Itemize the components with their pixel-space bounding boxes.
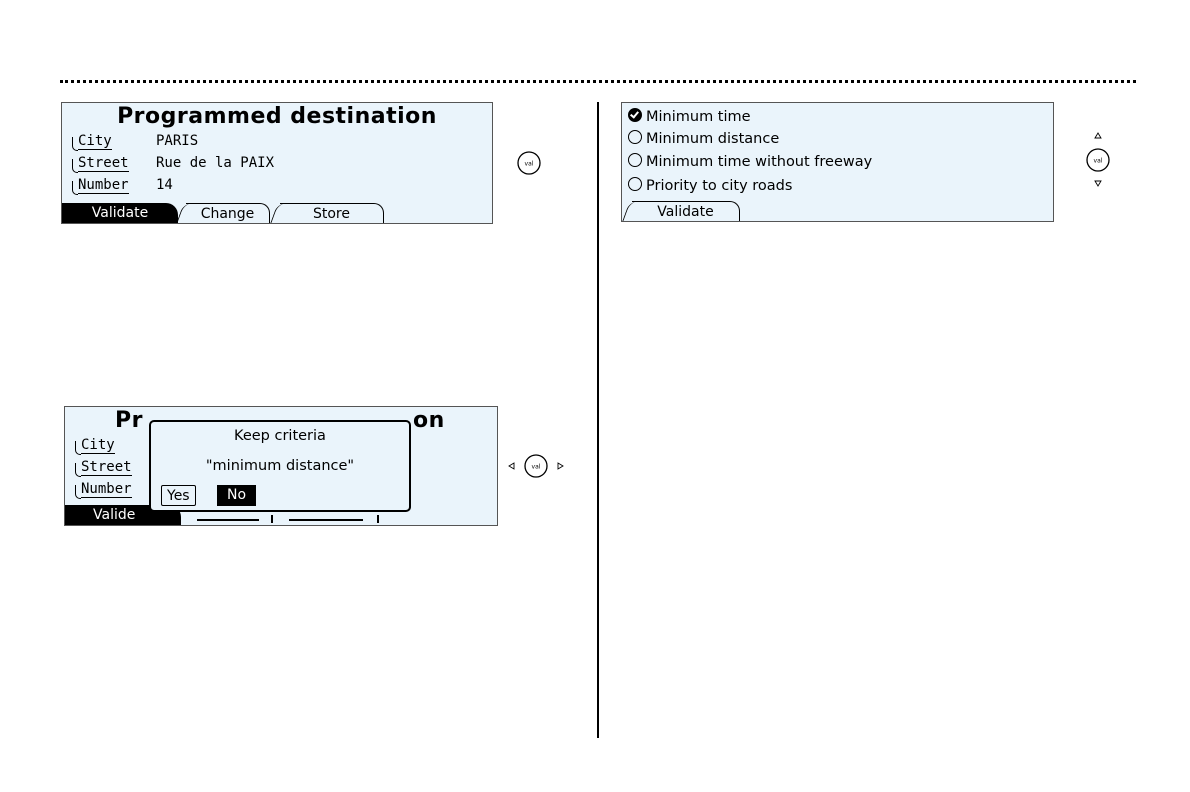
tab-validate[interactable]: Validate — [62, 203, 178, 223]
field-street — [79, 458, 159, 476]
screen-title: Programmed destination — [117, 104, 437, 129]
dotted-section-rule — [60, 80, 1136, 83]
option-minimum-distance[interactable] — [628, 129, 779, 149]
option-minimum-time[interactable] — [628, 107, 751, 127]
screen-route-criteria — [621, 102, 1054, 222]
field-city — [79, 436, 159, 454]
field-label-number: Number — [78, 177, 129, 193]
radio-empty-icon — [628, 177, 642, 191]
hidden-tab-stroke — [271, 515, 273, 523]
screen-keep-criteria — [64, 406, 498, 526]
option-label: Minimum time without freeway — [646, 154, 873, 170]
screen-title-partial-left: Pr — [115, 408, 143, 433]
field-number[interactable] — [76, 176, 173, 194]
radio-checked-icon — [628, 108, 642, 122]
field-value-city: PARIS — [156, 133, 199, 149]
option-minimum-time-without-freeway[interactable] — [628, 152, 872, 172]
option-priority-city-roads[interactable] — [628, 176, 792, 196]
field-value-street: Rue de la PAIX — [156, 155, 275, 171]
field-label-street: Street — [81, 459, 132, 475]
tab-validate-partial: Valide — [65, 505, 181, 525]
hidden-tab-stroke — [289, 519, 363, 521]
field-street[interactable] — [76, 154, 274, 172]
radio-empty-icon — [628, 130, 642, 144]
screen-title-partial-right: on — [413, 408, 445, 433]
rotary-knob-press-icon — [515, 149, 543, 177]
dialog-no-button[interactable]: No — [217, 485, 256, 506]
option-label: Minimum distance — [646, 131, 780, 147]
rotary-knob-leftright-icon — [504, 451, 568, 481]
field-label-city: City — [81, 437, 115, 453]
field-label-street: Street — [78, 155, 129, 171]
hidden-tab-stroke — [377, 515, 379, 523]
tab-change[interactable]: Change — [186, 203, 270, 223]
option-label: Priority to city roads — [646, 178, 793, 194]
screen-programmed-destination — [61, 102, 493, 224]
tab-bar — [622, 199, 1053, 221]
knob-label: val — [524, 160, 534, 168]
option-label: Minimum time — [646, 109, 751, 125]
field-value-number: 14 — [156, 177, 173, 193]
dialog-message-line1: Keep criteria — [234, 428, 326, 444]
dialog-yes-button[interactable]: Yes — [161, 485, 196, 506]
dialog-message-line2: "minimum distance" — [205, 458, 355, 474]
tab-bar — [62, 201, 492, 223]
field-label-city: City — [78, 133, 112, 149]
rotary-knob-updown-icon — [1083, 128, 1113, 192]
knob-label: val — [531, 463, 541, 471]
tab-store[interactable]: Store — [280, 203, 384, 223]
keep-criteria-dialog — [149, 420, 411, 512]
field-number — [79, 480, 159, 498]
radio-empty-icon — [628, 153, 642, 167]
tab-validate[interactable]: Validate — [632, 201, 740, 221]
field-city[interactable] — [76, 132, 198, 150]
column-divider — [597, 102, 599, 738]
hidden-tab-stroke — [197, 519, 259, 521]
field-label-number: Number — [81, 481, 132, 497]
knob-label: val — [1093, 157, 1103, 165]
